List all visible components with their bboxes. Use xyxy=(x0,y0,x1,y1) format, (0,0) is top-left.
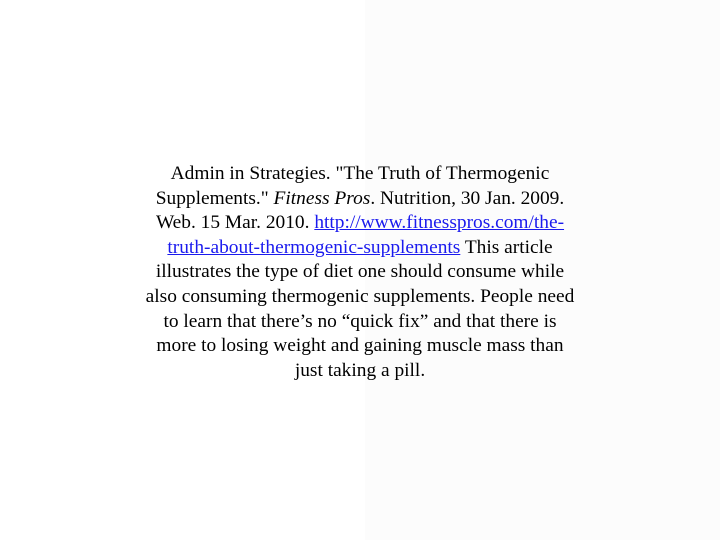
citation-line: to learn that there’s no “quick fix” and that there is xyxy=(163,310,557,332)
citation-line: also consuming thermogenic supplements. People need xyxy=(145,285,575,307)
source-link[interactable]: http://www.fitnesspros.com/the- xyxy=(314,212,565,234)
citation-line xyxy=(100,162,620,187)
citation-text: Web. 15 Mar. 2010. xyxy=(155,212,315,234)
publication-title: Fitness Pros xyxy=(273,187,371,209)
source-link-continued[interactable]: truth-about-thermogenic-supplements xyxy=(167,236,461,258)
citation-text: This article xyxy=(460,236,553,258)
citation-text: Supplements." xyxy=(155,187,274,209)
citation-line: illustrates the type of diet one should consume while xyxy=(155,261,565,283)
citation-line xyxy=(100,187,620,212)
citation-text: Admin in Strategies. "The Truth of Thermogenic xyxy=(170,163,550,184)
citation-line: just taking a pill. xyxy=(294,359,426,381)
citation-line xyxy=(100,236,620,261)
citation-line xyxy=(100,211,620,236)
citation-line: more to losing weight and gaining muscle mass than xyxy=(156,335,564,357)
citation-text: . Nutrition, 30 Jan. 2009. xyxy=(370,187,565,209)
citation-paragraph xyxy=(100,162,620,383)
